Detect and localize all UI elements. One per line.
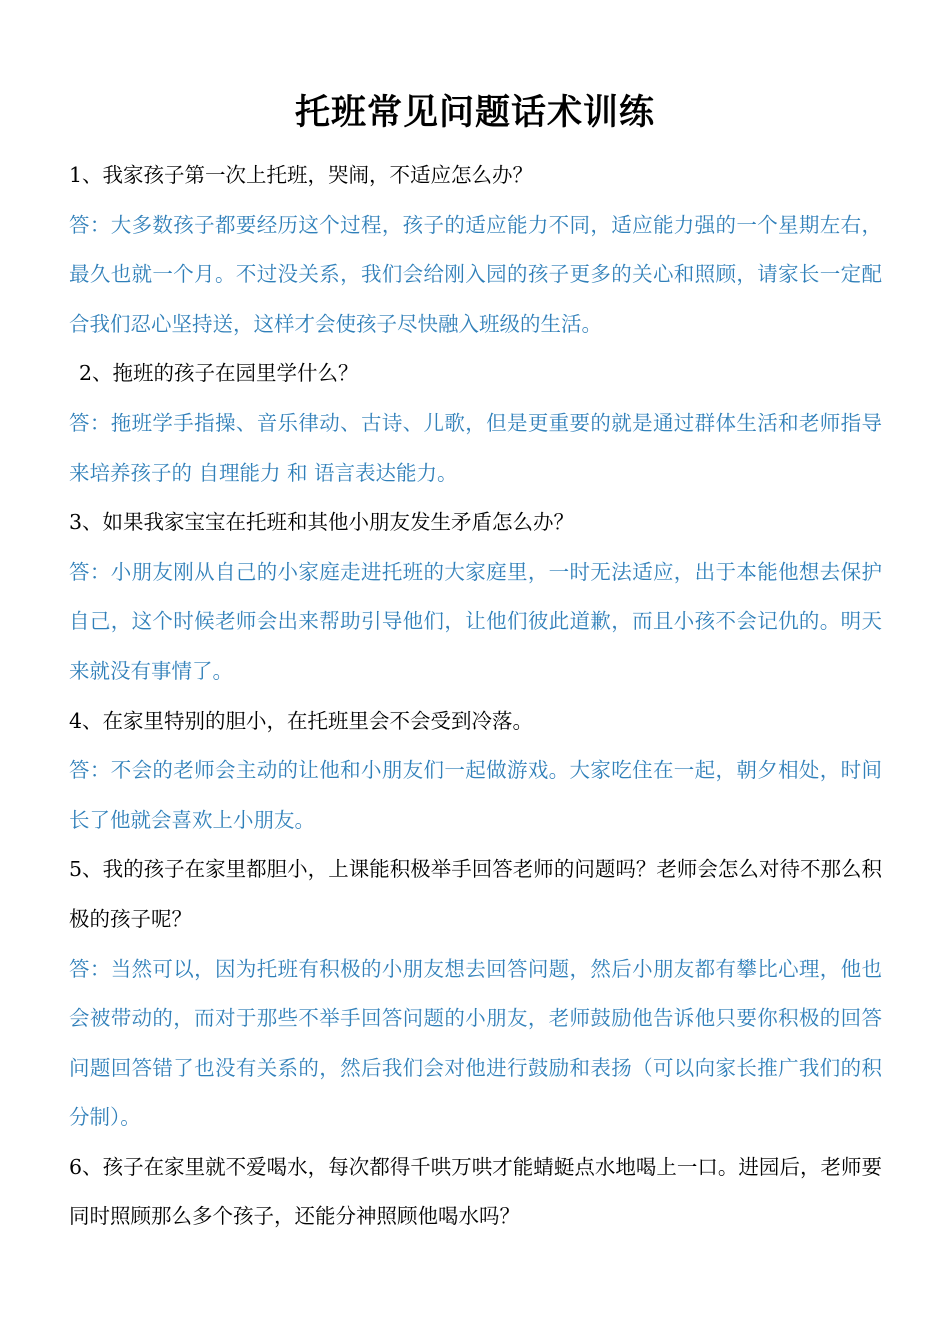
answer-2: 答：拖班学手指操、音乐律动、古诗、儿歌，但是更重要的就是通过群体生活和老师指导来培养孩子的 自理能力 和 语言表达能力。 <box>69 410 882 485</box>
answer-5: 答：当然可以，因为托班有积极的小朋友想去回答问题，然后小朋友都有攀比心理，他也会被带动的，而对于那些不举手回答问题的小朋友，老师鼓励他告诉他只要你积极的回答问题回答错了也没有关系的，然后我们会对他进行鼓励和表扬（可以向家长推广我们的积分制）。 <box>69 956 882 1130</box>
qa-list <box>69 151 882 1242</box>
page-title: 托班常见问题话术训练 <box>294 92 655 133</box>
question-5: 5、我的孩子在家里都胆小，上课能积极举手回答老师的问题吗？老师会怎么对待不那么积极的孩子呢？ <box>69 857 882 931</box>
question-3: 3、如果我家宝宝在托班和其他小朋友发生矛盾怎么办？ <box>69 510 575 535</box>
question-4: 4、在家里特别的胆小，在托班里会不会受到冷落。 <box>69 708 534 733</box>
answer-4: 答：不会的老师会主动的让他和小朋友们一起做游戏。大家吃住在一起，朝夕相处，时间长了他就会喜欢上小朋友。 <box>69 758 882 832</box>
answer-1: 答：大多数孩子都要经历这个过程，孩子的适应能力不同，适应能力强的一个星期左右，最久也就一个月。不过没关系，我们会给刚入园的孩子更多的关心和照顾，请家长一定配合我们忍心坚持送，这样才会使孩子尽快融入班级的生活。 <box>69 212 882 336</box>
question-2: 2、拖班的孩子在园里学什么？ <box>79 361 359 386</box>
answer-3: 答：小朋友刚从自己的小家庭走进托班的大家庭里，一时无法适应，出于本能他想去保护自己，这个时候老师会出来帮助引导他们，让他们彼此道歉，而且小孩不会记仇的。明天来就没有事情了。 <box>69 559 882 683</box>
question-6: 6、孩子在家里就不爱喝水，每次都得千哄万哄才能蜻蜓点水地喝上一口。进园后，老师要同时照顾那么多个孩子，还能分神照顾他喝水吗？ <box>69 1154 882 1229</box>
question-1: 1、我家孩子第一次上托班，哭闹，不适应怎么办？ <box>69 163 534 187</box>
